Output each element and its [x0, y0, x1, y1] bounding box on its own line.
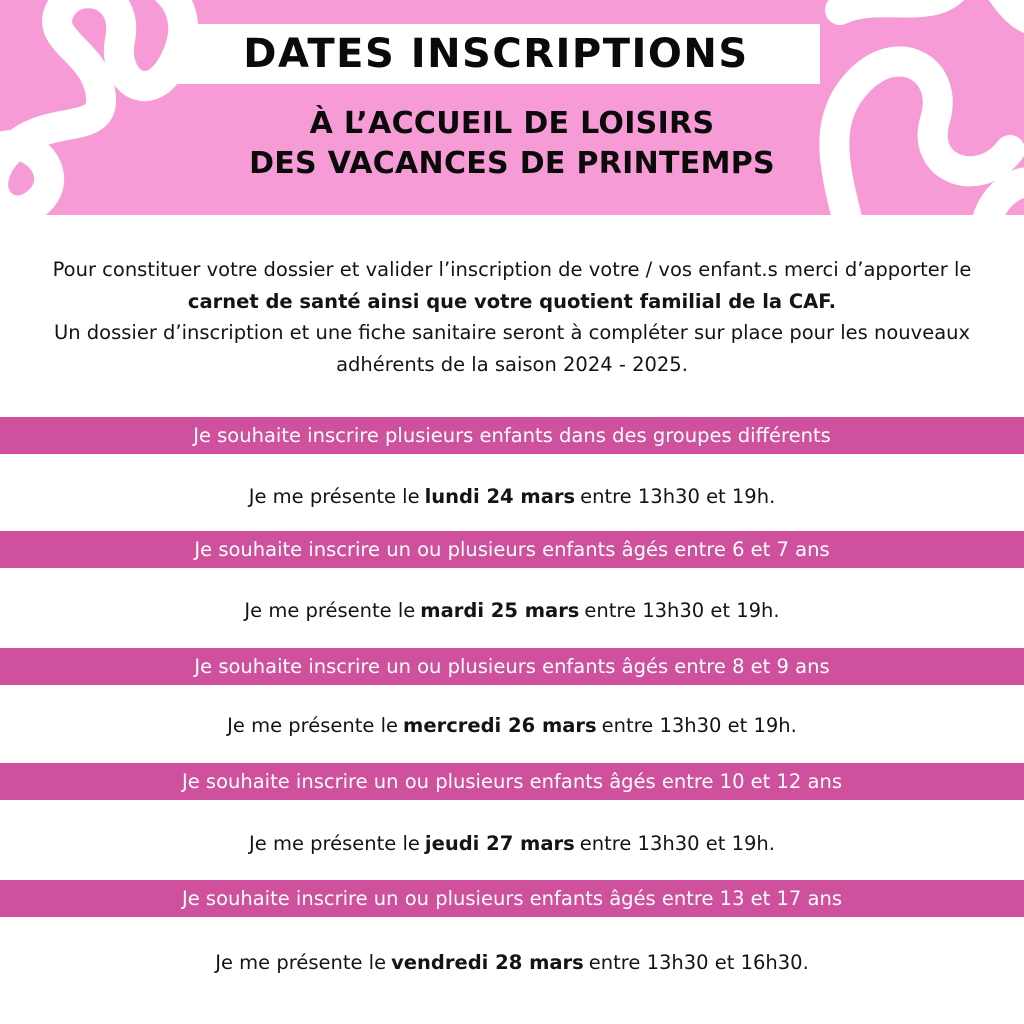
date-prefix: Je me présente le [215, 950, 387, 974]
intro-text-1: Pour constituer votre dossier et valider l’inscription de votre / vos enfant.s merci d’apporter le [52, 258, 972, 281]
intro-bold-text: carnet de santé ainsi que votre quotient familial de la CAF. [187, 289, 837, 313]
date-suffix: entre 13h30 et 19h. [579, 831, 775, 855]
session-band-2: Je souhaite inscrire un ou plusieurs enfants âgés entre 6 et 7 ans [0, 531, 1024, 568]
session-date-3 [0, 708, 1024, 742]
date-day: lundi 24 mars [424, 484, 576, 508]
date-day: vendredi 28 mars [391, 950, 584, 974]
session-band-4: Je souhaite inscrire un ou plusieurs enfants âgés entre 10 et 12 ans [0, 763, 1024, 800]
date-suffix: entre 13h30 et 19h. [584, 598, 780, 622]
date-day: jeudi 27 mars [424, 831, 575, 855]
intro-paragraph [40, 254, 984, 380]
subtitle-line-1: À L’ACCUEIL DE LOISIRS [309, 106, 715, 141]
session-date-4 [0, 826, 1024, 860]
date-suffix: entre 13h30 et 19h. [601, 713, 797, 737]
session-date-1 [0, 479, 1024, 513]
date-day: mardi 25 mars [420, 598, 580, 622]
page-subtitle [0, 104, 1024, 184]
session-band-5: Je souhaite inscrire un ou plusieurs enfants âgés entre 13 et 17 ans [0, 880, 1024, 917]
date-suffix: entre 13h30 et 19h. [580, 484, 776, 508]
session-date-5 [0, 945, 1024, 979]
title-box [172, 24, 820, 84]
date-prefix: Je me présente le [244, 598, 416, 622]
session-date-2 [0, 593, 1024, 627]
intro-text-2: Un dossier d’inscription et une fiche sanitaire seront à compléter sur place pour les nouveaux adhérents de la saison 2024 - 2025. [53, 321, 971, 376]
date-day: mercredi 26 mars [403, 713, 597, 737]
session-band-1: Je souhaite inscrire plusieurs enfants dans des groupes différents [0, 417, 1024, 454]
subtitle-line-2: DES VACANCES DE PRINTEMPS [249, 146, 775, 181]
session-band-3: Je souhaite inscrire un ou plusieurs enfants âgés entre 8 et 9 ans [0, 648, 1024, 685]
date-prefix: Je me présente le [248, 484, 420, 508]
header-banner [0, 0, 1024, 215]
date-prefix: Je me présente le [227, 713, 399, 737]
date-suffix: entre 13h30 et 16h30. [588, 950, 809, 974]
page-title: DATES INSCRIPTIONS [243, 31, 749, 77]
date-prefix: Je me présente le [249, 831, 420, 855]
